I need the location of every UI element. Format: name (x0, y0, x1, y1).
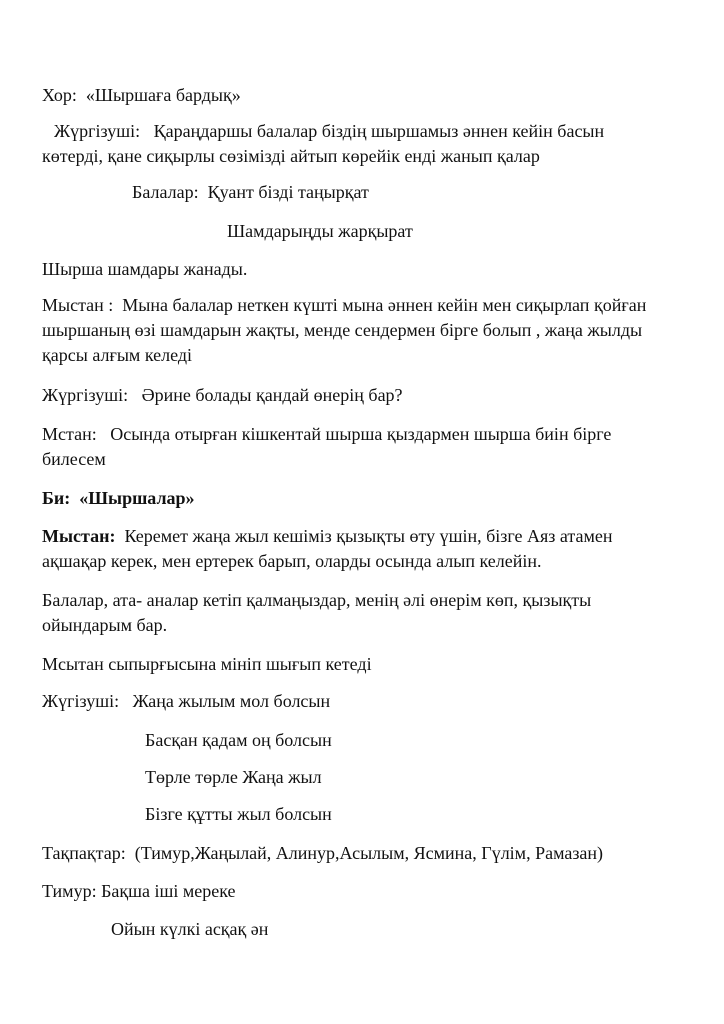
line-text: шыршаның өзі шамдарын жақты, менде сендермен бірге болып , жаңа жылды (42, 320, 643, 340)
speaker-label: Балалар: (132, 182, 199, 202)
poem-line (145, 803, 332, 825)
line-text: Керемет жаңа жыл кешіміз қызықты өту үшін, бізге Аяз атамен (124, 526, 613, 546)
witch-line-1 (42, 294, 646, 316)
host-line-1 (54, 120, 604, 142)
host-line-3 (42, 690, 330, 712)
witch-line-2-cont (42, 448, 106, 470)
line-text: Шамдарыңды жарқырат (227, 221, 413, 241)
witch-line-1-cont (42, 344, 192, 366)
witch-line-2 (42, 423, 611, 445)
line-text: ойындарым бар. (42, 615, 168, 635)
witch-line-4-cont (42, 614, 167, 636)
stage-direction (42, 258, 247, 280)
poem-line (145, 729, 332, 751)
speaker-label: Мыстан : (42, 295, 114, 315)
line-text: Басқан қадам оң болсын (145, 730, 332, 750)
host-line-2 (42, 384, 403, 406)
line-text: Бізге құтты жыл болсын (145, 804, 332, 824)
line-text: Қуант бізді таңырқат (207, 182, 369, 202)
line-text: (Тимур,Жаңылай, Алинур,Асылым, Ясмина, Гүлім, Рамазан) (134, 843, 604, 863)
host-line-1-cont (42, 145, 540, 167)
speaker-label: Жүгізуші: (42, 691, 120, 711)
line-text: Жаңа жылым мол болсын (132, 691, 331, 711)
line-text: ақшақар керек, мен ертерек барып, оларды осында алып келейін. (42, 551, 542, 571)
line-text: «Шыршалар» (79, 488, 195, 508)
line-text: Төрле төрле Жаңа жыл (145, 767, 322, 787)
line-text: билесем (42, 449, 106, 469)
poem-line (145, 766, 322, 788)
witch-line-3 (42, 525, 613, 547)
speaker-label: Жүргізуші: (54, 121, 141, 141)
line-text: Мына балалар неткен күшті мына әннен кейін мен сиқырлап қойған (122, 295, 647, 315)
line-text: қарсы алғым келеді (42, 345, 192, 365)
stage-direction (42, 653, 372, 675)
timur-line (42, 880, 236, 902)
speaker-label: Мыстан: (42, 526, 116, 546)
line-text: Әрине болады қандай өнерің бар? (141, 385, 403, 405)
speaker-label: Би: (42, 488, 71, 508)
line-text: Шырша шамдары жанады. (42, 259, 248, 279)
line-text: көтерді, қане сиқырлы сөзімізді айтып көрейік енді жанып қалар (42, 146, 540, 166)
timur-line-cont (111, 918, 268, 940)
children-line-cont (227, 220, 413, 242)
line-text: Қараңдаршы балалар біздің шыршамыз әннен кейін басын (153, 121, 605, 141)
speaker-label: Хор: (42, 85, 77, 105)
line-text: Осында отырған кішкентай шырша қыздармен шырша биін бірге (110, 424, 612, 444)
line-text: Мсытан сыпырғысына мініп шығып кетеді (42, 654, 372, 674)
rhymes-line (42, 842, 603, 864)
witch-line-1-cont (42, 319, 642, 341)
line-text: Бақша іші мереке (101, 881, 236, 901)
children-line (132, 181, 369, 203)
line-text: Балалар, ата- аналар кетіп қалмаңыздар, менің әлі өнерім көп, қызықты (42, 590, 592, 610)
speaker-label: Мстан: (42, 424, 97, 444)
speaker-label: Тимур: (42, 881, 97, 901)
witch-line-3-cont (42, 550, 542, 572)
speaker-label: Тақпақтар: (42, 843, 126, 863)
witch-line-4 (42, 589, 591, 611)
speaker-label: Жүргізуші: (42, 385, 129, 405)
line-text: «Шыршаға бардық» (85, 85, 241, 105)
dance-heading (42, 487, 195, 509)
line-text: Ойын күлкі асқақ ән (111, 919, 269, 939)
chorus-line (42, 84, 241, 106)
